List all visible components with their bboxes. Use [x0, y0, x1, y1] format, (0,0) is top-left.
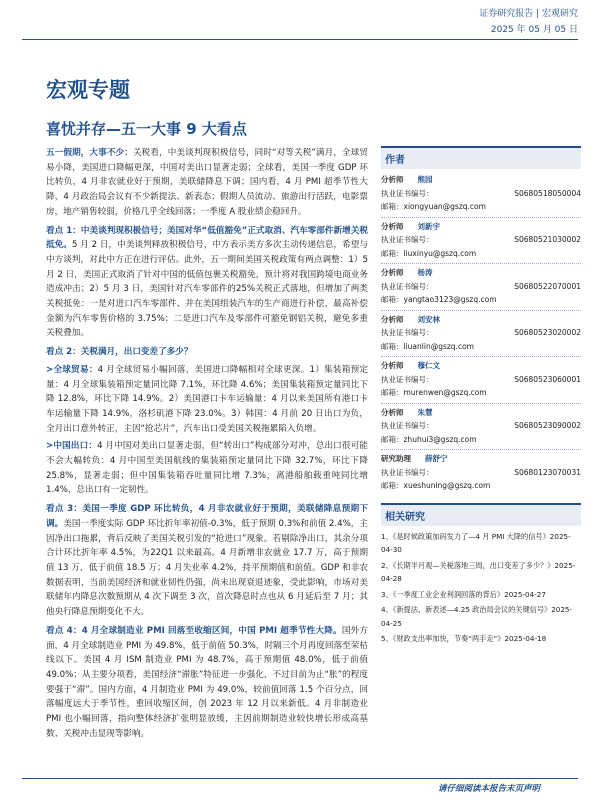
cert-number: S0680523090002 [514, 421, 581, 430]
global-trade-label: >全球贸易： [46, 364, 98, 375]
analyst-role-row [381, 359, 581, 373]
cert-number: S0680518050004 [514, 188, 581, 198]
analyst-divider [381, 356, 581, 357]
analyst-email[interactable]: 邮箱：liuxinyu@gszq.com [381, 248, 477, 258]
footer-divider [22, 778, 578, 779]
related-list [381, 530, 581, 646]
point3-text: 美国一季度实际 GDP 环比折年率初值-0.3%，低于预期 0.3%和前值 2.4%，主因净出口拖累，背后反映了美国关税引发的“抢进口”现象。若剔除净出口，其余分项合计环比折年率 4.5%，为22Q1 以来最高。4 月新增非农就业 17.7 万，高于预期值 13 万，低于前值 18.5 万；4 月失业率 4.2%，持平预期值和前值。GDP 和非农数据表明，当前美国经济和就业韧性仍强，尚未出现衰退迹象，受此影响，市场对美联储年内降息次数预期从 4 次下调至 3 次，首次降息时点也从 6 月延后至 7 月；其他央行降息预期变化不大。 [46, 518, 368, 618]
point2-global-paragraph [46, 363, 368, 437]
related-item[interactable]: 4、《新提法、新表述—4.25 政治局会议的关键信号》2025-04-25 [381, 605, 573, 628]
point1-paragraph [46, 224, 368, 342]
analyst-role-row [381, 313, 581, 327]
analyst-role: 分析师 [381, 314, 404, 324]
analyst-entry [381, 406, 581, 451]
cert-number: S0680521030002 [514, 235, 581, 244]
related-title: 相关研究 [381, 503, 581, 526]
related-item[interactable]: 2、《长期半月观—关税落地三周，出口变差了多少？》2025-04-28 [381, 560, 576, 583]
analyst-entry [381, 452, 581, 493]
cert-number: S0680523020002 [514, 328, 581, 337]
analyst-role: 分析师 [381, 221, 404, 231]
analyst-cert-row [381, 466, 581, 480]
header-divider [22, 39, 578, 40]
analyst-entry [381, 220, 581, 265]
analyst-role: 分析师 [381, 268, 404, 277]
footer-disclaimer: 请仔细阅读本报告末页声明 [437, 784, 540, 794]
analyst-divider [381, 310, 581, 311]
page-footer [0, 776, 600, 800]
point1-text: 5 月 2 日，中美谈判释放积极信号，中方表示美方多次主动传递信息，希望与中方谈判，对此中方正在进行评估。此外，五一期间美国关税政策有两点调整：1）5 月 2 日，美国正式取消了针对中国的低值包裹关税豁免，预计将对我国跨境电商业务造成冲击；2）5 月 3 日，美国针对汽车零部件的25%关税正式落地，但增加了两类关税抵免：一是对进口汽车零部件、并在美国组装汽车的生产商进行补偿，最高补偿金额为汽车零售价格的 3.75%；二是进口汽车及零部件可豁免钢铝关税，避免多重关税叠加。 [46, 240, 368, 339]
analyst-divider [381, 217, 581, 218]
analyst-cert-row [381, 419, 581, 433]
related-item[interactable]: 1、《是时候政策加码发力了—4 月 PMI 大降的信号》2025-04-30 [381, 531, 571, 554]
analyst-cert-row [381, 280, 581, 294]
analyst-name: 刘安林 [417, 314, 440, 324]
analyst-name: 穆仁文 [417, 361, 440, 370]
analyst-cert-row [381, 233, 581, 247]
point2-china-paragraph [46, 439, 368, 498]
analyst-name: 朱慧 [417, 407, 433, 417]
analyst-entry [381, 266, 581, 311]
analyst-email[interactable]: 邮箱：zhuhui3@gszq.com [381, 434, 477, 444]
report-category: 宏观专题 [46, 77, 130, 102]
cert-number: S0680522070001 [514, 281, 581, 291]
cert-label: 执业证书编号： [381, 374, 434, 384]
analyst-name: 熊园 [417, 175, 433, 184]
point3-paragraph [46, 502, 368, 620]
point2-heading: 看点 2：关税满月，出口变差了多少？ [46, 347, 193, 358]
analyst-cert-row [381, 373, 581, 387]
analyst-email[interactable]: 邮箱：xiongyuan@gszq.com [381, 202, 486, 211]
analyst-role-row [381, 406, 581, 420]
cert-label: 执业证书编号： [381, 467, 434, 477]
analyst-name: 刘新宇 [417, 221, 440, 231]
cert-label: 执业证书编号： [381, 235, 434, 244]
analyst-divider [381, 449, 581, 450]
cert-label: 执业证书编号： [381, 188, 434, 198]
analyst-email[interactable]: 邮箱：yangtao3123@gszq.com [381, 295, 497, 304]
related-item[interactable]: 3、《一季度工业企业利润回落的背后》2025-04-27 [381, 589, 546, 599]
analyst-role-row [381, 452, 581, 466]
analyst-role: 分析师 [381, 175, 404, 184]
intro-text: 关税看，中美谈判现积极信号，同时“对等关税”满月，全球贸易小降，美国进口降幅更深，中国对美出口显著走弱；全球看，美国一季度 GDP 环比转负，4 月非农就业好于预期，美联储降息下调；国内看，4 月 PMI 超季节性大降，4 月政治局会议有不少新提法、新表态；假期人员流动、旅游出行活跃，电影票房，地产销售较弱，价格几乎全线回落；一季度 A 股业绩企稳回升。 [46, 148, 368, 217]
analyst-divider [381, 263, 581, 264]
point1-lead: 看点 1：中美谈判现积极信号；美国对华“低值豁免”正式取消、汽车零部件新增关税抵免。 [46, 225, 368, 251]
analyst-email[interactable]: 邮箱：liuanlin@gszq.com [381, 341, 474, 351]
analyst-divider [381, 403, 581, 404]
analyst-name: 杨涛 [417, 268, 433, 277]
analyst-role-row [381, 266, 581, 280]
analyst-entry [381, 173, 581, 218]
analyst-role-row [381, 220, 581, 234]
related-research [381, 503, 581, 646]
analyst-list [381, 173, 581, 493]
report-header [479, 6, 578, 38]
global-trade-text: 4 月全球贸易小幅回落，美国进口降幅相对全球更深。1）集装箱预定量：4 月全球集装箱预定量同比降 7.1%，环比降 4.6%；美国集装箱预定量同比下降 12.8%，环比下降 14.9%。2）美国港口卡车运输量：4 月以来美国所有港口卡车运输量下降 14.9%，洛杉矶港下降 23.0%。3）韩国：4 月前 20 日出口为负，全月出口意外转正，主因“抢芯片”，汽车出口受美国关税拖累陷入负增。 [46, 364, 369, 434]
analyst-role: 分析师 [381, 361, 404, 370]
analyst-role-row [381, 173, 581, 187]
intro-lead: 五一假期，大事不少： [46, 148, 133, 158]
cert-number: S0680523060001 [514, 374, 581, 384]
analyst-entry [381, 313, 581, 358]
sidebar [381, 146, 581, 648]
related-item[interactable]: 5、《财政支出率加快，节奏“两手走”》2025-04-18 [381, 634, 547, 643]
summary-column [46, 146, 368, 744]
authors-title: 作者 [381, 146, 581, 169]
analyst-name: 薛舒宁 [425, 454, 448, 463]
analyst-role: 研究助理 [381, 454, 411, 463]
cert-label: 执业证书编号： [381, 421, 434, 430]
intro-paragraph [46, 146, 368, 220]
china-export-label: >中国出口： [46, 441, 98, 452]
point4-text: 国外方面，4 月全球制造业 PMI 为 49.8%，低于前值 50.3%，时隔三个月再度回落至荣枯线以下。美国 4 月 ISM 制造业 PMI 为 48.7%，高于预期值 48.0%，低于前值 49.0%；从主要分项看，美国经济“滞胀”特征进一步强化，不过目前为止“胀”的程度要强于“滞”。国内方面，4 月制造业 PMI 为 49.0%，较前值回落 1.5 个百分点，回落幅度远大于季节性，重回收缩区间，创 2023 年 12 月以来新低。4 月非制造业 PMI 也小幅回落，指向整体经济扩张明显放缓，主因前期制造业较快增长形成高基数、关税冲击显现等影响。 [46, 625, 368, 739]
cert-number: S0680123070031 [514, 467, 581, 477]
cert-label: 执业证书编号： [381, 328, 434, 337]
point3-lead: 看点 3：美国一季度 GDP 环比转负，4 月非农就业好于预期，美联储降息预期下调。 [46, 504, 368, 529]
analyst-entry [381, 359, 581, 404]
analyst-role: 分析师 [381, 407, 404, 417]
point4-lead: 看点 4：4 月全球制造业 PMI 回落至收缩区间，中国 PMI 超季节性大降。 [46, 625, 342, 636]
point4-paragraph [46, 624, 368, 742]
analyst-email[interactable]: 邮箱：murenwen@gszq.com [381, 388, 487, 397]
analyst-cert-row [381, 326, 581, 340]
analyst-cert-row [381, 187, 581, 201]
china-export-text: 4 月中国对美出口显著走弱，但“转出口”构成部分对冲，总出口很可能不会大幅转负：4 月中国至美国航线的集装箱预定量同比下降 32.7%，环比下降 25.8%，显著走弱；但中国集装箱吞吐量同比增 7.3%，离港船舶载重吨同比增 1.4%，总出口有一定韧性。 [46, 441, 368, 496]
analyst-email[interactable]: 邮箱：xueshuning@gszq.com [381, 481, 491, 490]
header-date: 2025 年 05 月 05 日 [490, 25, 578, 35]
header-category: 证券研究报告 | 宏观研究 [479, 9, 578, 19]
report-title: 喜忧并存—五一大事 9 大看点 [46, 120, 247, 138]
cert-label: 执业证书编号： [381, 281, 434, 291]
